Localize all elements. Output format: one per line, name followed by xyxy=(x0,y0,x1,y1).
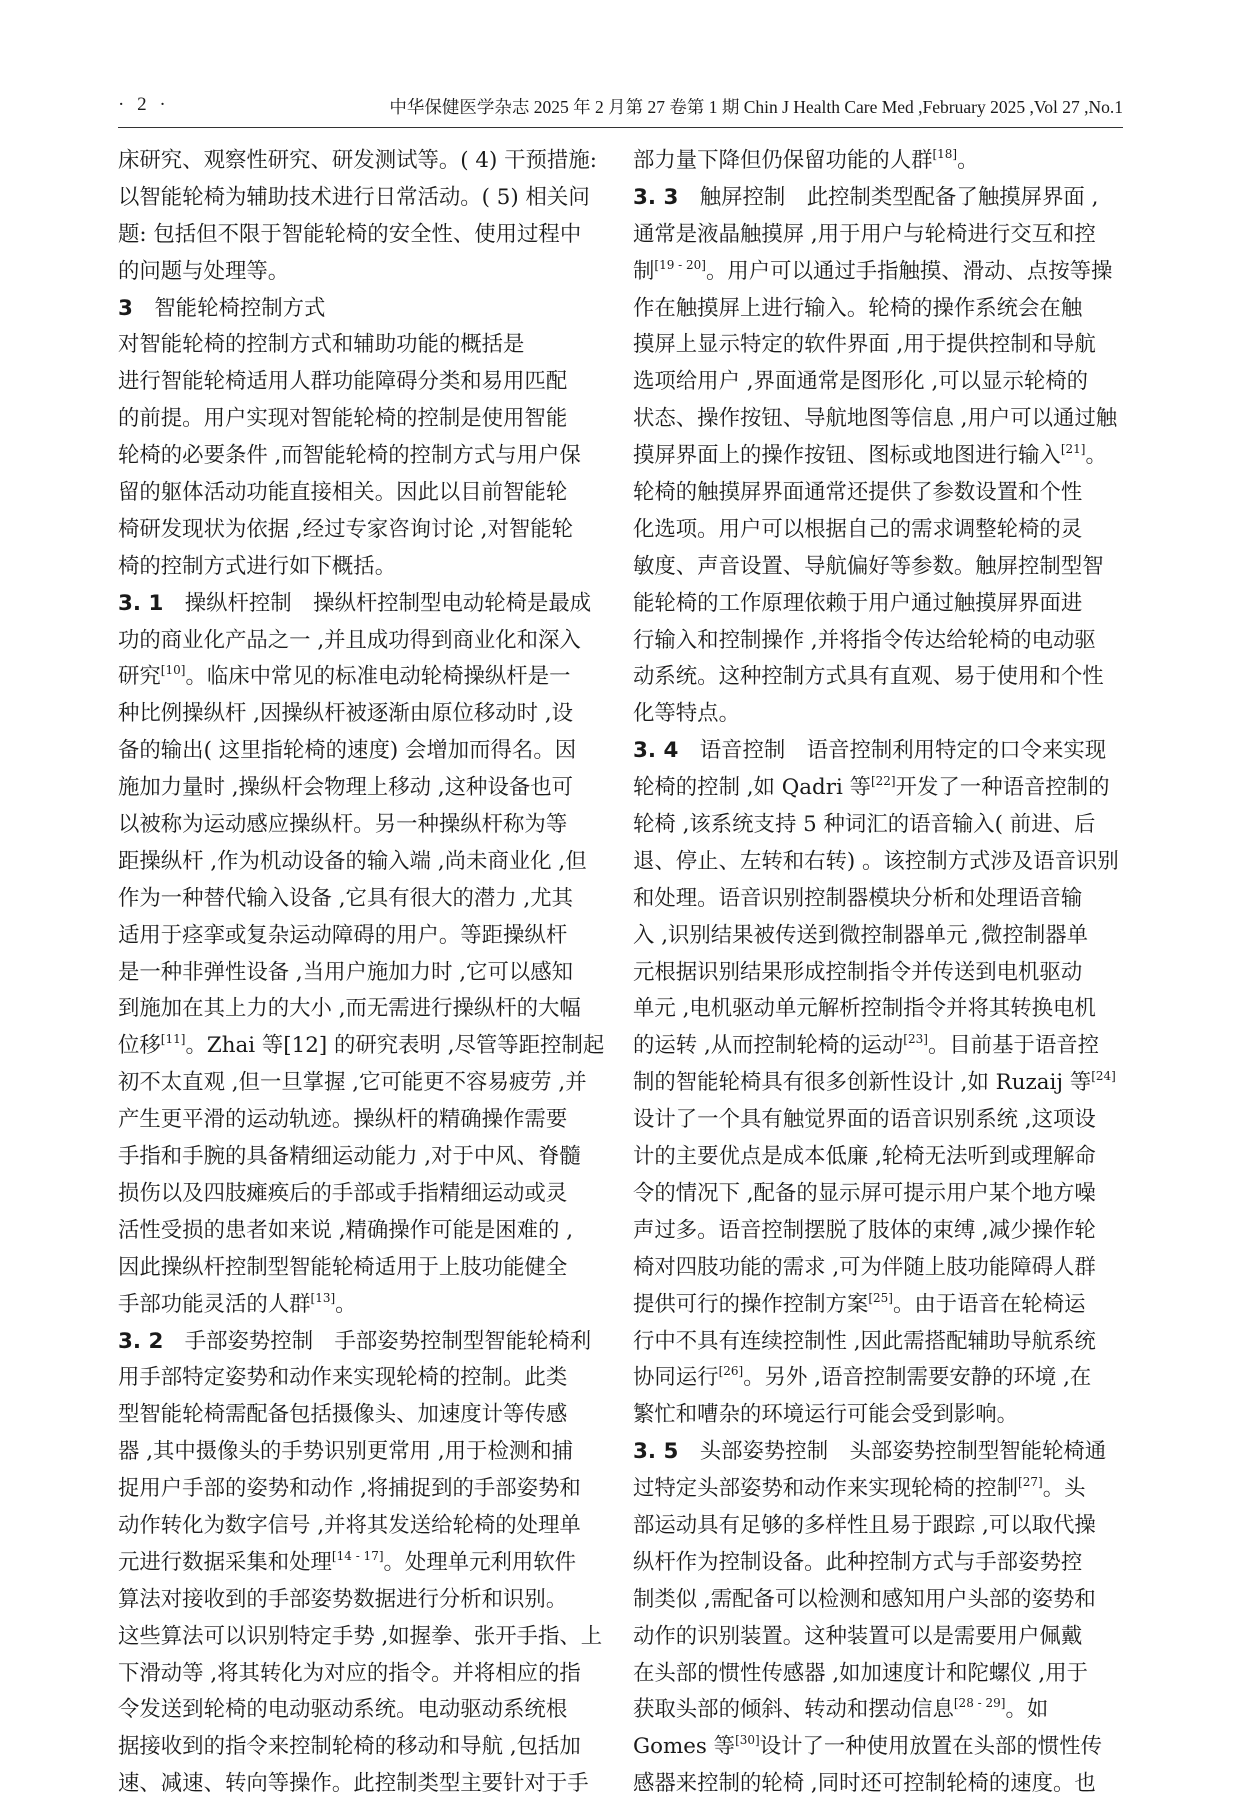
text-line xyxy=(633,1656,1121,1693)
section-heading-line xyxy=(633,1434,1121,1471)
line-text: 令的情况下 ,配备的显示屏可提示用户某个地方噪 xyxy=(633,1180,1096,1206)
right-column xyxy=(633,143,1121,1803)
section-title: 触屏控制 xyxy=(699,184,786,210)
text-line xyxy=(633,475,1121,512)
line-text: 声过多。语音控制摆脱了肢体的束缚 ,减少操作轮 xyxy=(633,1217,1096,1243)
text-line xyxy=(118,1176,606,1213)
line-text: 椅研发现状为依据 ,经过专家咨询讨论 ,对智能轮 xyxy=(118,516,574,542)
text-line xyxy=(633,1324,1121,1361)
text-line xyxy=(633,549,1121,586)
line-text: 以被称为运动感应操纵杆。另一种操纵杆称为等 xyxy=(118,812,568,838)
text-line xyxy=(633,1287,1121,1324)
citation-ref: [13] xyxy=(310,1290,336,1305)
line-text: 的前提。用户实现对智能轮椅的控制是使用智能 xyxy=(118,406,568,432)
text-line xyxy=(118,770,606,807)
line-text: 用手部特定姿势和动作来实现轮椅的控制。此类 xyxy=(118,1365,568,1391)
text-line xyxy=(118,1692,606,1729)
line-text: 部力量下降但仍保留功能的人群 xyxy=(633,148,933,173)
section-heading-line xyxy=(118,586,606,623)
line-text: 损伤以及四肢瘫痪后的手部或手指精细运动或灵 xyxy=(118,1180,568,1206)
text-line xyxy=(633,1471,1121,1508)
line-text: 算法对接收到的手部姿势数据进行分析和识别。 xyxy=(118,1586,568,1612)
line-text: 在头部的惯性传感器 ,如加速度计和陀螺仪 ,用于 xyxy=(633,1660,1089,1686)
line-text: 椅的控制方式进行如下概括。 xyxy=(118,553,397,579)
line-text: 研究 xyxy=(118,664,161,690)
line-text-continued: 。 xyxy=(957,148,979,173)
line-text: 作在触摸屏上进行输入。轮椅的操作系统会在触 xyxy=(633,295,1083,321)
text-line xyxy=(118,844,606,881)
citation-ref: [11] xyxy=(160,1032,186,1047)
line-text: 元根据识别结果形成控制指令并传送到电机驱动 xyxy=(633,959,1083,985)
section-number: 3. 4 xyxy=(633,738,679,764)
section-heading-line xyxy=(118,1324,606,1361)
line-text: 器 ,其中摄像头的手势识别更常用 ,用于检测和捕 xyxy=(118,1439,574,1465)
section-number: 3. 3 xyxy=(633,184,679,210)
text-line xyxy=(118,659,606,696)
line-text: 此控制类型配备了触摸屏界面 , xyxy=(806,184,1099,210)
text-line xyxy=(118,1028,606,1065)
section-title: 语音控制 xyxy=(699,738,786,764)
line-text: 距操纵杆 ,作为机动设备的输入端 ,尚未商业化 ,但 xyxy=(118,848,587,874)
text-line xyxy=(118,807,606,844)
text-line xyxy=(633,696,1121,733)
citation-ref: [22] xyxy=(870,774,896,789)
line-text-continued: 。处理单元利用软件 xyxy=(383,1549,577,1575)
line-text: 动作的识别装置。这种装置可以是需要用户佩戴 xyxy=(633,1623,1083,1649)
line-text: 元进行数据采集和处理 xyxy=(118,1549,332,1575)
line-text: 轮椅的控制 ,如 Qadri 等 xyxy=(633,775,871,801)
line-text: 是一种非弹性设备 ,当用户施加力时 ,它可以感知 xyxy=(118,959,574,985)
line-text-continued: 。Zhai 等[12] 的研究表明 ,尽管等距控制起 xyxy=(185,1033,605,1059)
text-line xyxy=(118,438,606,475)
text-line xyxy=(633,807,1121,844)
text-line xyxy=(633,1360,1121,1397)
line-text: 设计了一个具有触觉界面的语音识别系统 ,这项设 xyxy=(633,1107,1096,1133)
line-text: 摸屏界面上的操作按钮、图标或地图进行输入 xyxy=(633,443,1061,469)
journal-running-head: 中华保健医学杂志 2025 年 2 月第 27 卷第 1 期 Chin J Health Care Med ,February 2025 ,Vol 27 ,No.1 xyxy=(389,97,1123,117)
line-text: 备的输出( 这里指轮椅的速度) 会增加而得名。因 xyxy=(118,738,577,764)
section-title: 头部姿势控制 xyxy=(699,1439,829,1465)
line-text: 的问题与处理等。 xyxy=(118,258,290,284)
line-text: 进行智能轮椅适用人群功能障碍分类和易用匹配 xyxy=(118,369,568,395)
text-line xyxy=(118,1545,606,1582)
text-line xyxy=(633,586,1121,623)
line-text: 单元 ,电机驱动单元解析控制指令并将其转换电机 xyxy=(633,996,1096,1022)
text-line xyxy=(118,512,606,549)
line-text: 化等特点。 xyxy=(633,701,740,727)
line-text: 功的商业化产品之一 ,并且成功得到商业化和深入 xyxy=(118,627,581,653)
text-line xyxy=(118,881,606,918)
text-line xyxy=(633,1729,1121,1766)
line-text: 纵杆作为控制设备。此种控制方式与手部姿势控 xyxy=(633,1549,1083,1575)
line-text: 活性受损的患者如来说 ,精确操作可能是困难的 , xyxy=(118,1217,574,1243)
line-text: Gomes 等 xyxy=(633,1734,736,1760)
line-text: 种比例操纵杆 ,因操纵杆被逐渐由原位移动时 ,设 xyxy=(118,701,574,727)
line-text: 制 xyxy=(633,258,655,284)
text-line xyxy=(118,1508,606,1545)
running-header xyxy=(118,94,1123,124)
line-text: 动系统。这种控制方式具有直观、易于使用和个性 xyxy=(633,664,1104,690)
section-number: 3 xyxy=(118,295,133,321)
text-line xyxy=(118,733,606,770)
line-text-continued: 。临床中常见的标准电动轮椅操纵杆是一 xyxy=(185,664,571,690)
line-text: 施加力量时 ,操纵杆会物理上移动 ,这种设备也可 xyxy=(118,775,574,801)
line-text: 轮椅的必要条件 ,而智能轮椅的控制方式与用户保 xyxy=(118,443,581,469)
citation-ref: [19 - 20] xyxy=(654,257,706,272)
line-text-continued: 开发了一种语音控制的 xyxy=(895,775,1110,801)
line-text: 以智能轮椅为辅助技术进行日常活动。( 5) 相关问 xyxy=(118,184,590,210)
citation-ref: [30] xyxy=(735,1733,760,1748)
text-line xyxy=(118,1729,606,1766)
text-line xyxy=(118,327,606,364)
text-line xyxy=(118,1139,606,1176)
text-line xyxy=(633,1692,1121,1729)
text-line xyxy=(118,991,606,1028)
line-text: 操纵杆控制型电动轮椅是最成 xyxy=(313,590,592,616)
line-text: 选项给用户 ,界面通常是图形化 ,可以显示轮椅的 xyxy=(633,369,1089,395)
line-text: 繁忙和嘈杂的环境运行可能会受到影响。 xyxy=(633,1402,1019,1428)
line-text: 据接收到的指令来控制轮椅的移动和导航 ,包括加 xyxy=(118,1734,581,1760)
text-line xyxy=(633,1397,1121,1434)
line-text: 椅对四肢功能的需求 ,可为伴随上肢功能障碍人群 xyxy=(633,1254,1096,1280)
line-text-continued: 。 xyxy=(335,1291,357,1317)
line-text: 状态、操作按钮、导航地图等信息 ,用户可以通过触 xyxy=(633,406,1118,432)
line-text: 手部姿势控制型智能轮椅利 xyxy=(334,1328,592,1354)
text-line xyxy=(633,1213,1121,1250)
text-line xyxy=(118,1766,606,1803)
section-title: 手部姿势控制 xyxy=(184,1328,314,1354)
text-line xyxy=(633,1508,1121,1545)
text-line xyxy=(633,955,1121,992)
line-text: 摸屏上显示特定的软件界面 ,用于提供控制和导航 xyxy=(633,332,1096,358)
line-text: 行输入和控制操作 ,并将指令传达给轮椅的电动驱 xyxy=(633,627,1096,653)
text-line xyxy=(118,1434,606,1471)
text-line xyxy=(633,623,1121,660)
line-text: 敏度、声音设置、导航偏好等参数。触屏控制型智 xyxy=(633,553,1104,579)
line-text: 通常是液晶触摸屏 ,用于用户与轮椅进行交互和控 xyxy=(633,221,1096,247)
text-line xyxy=(118,364,606,401)
line-text-continued: 。目前基于语音控 xyxy=(927,1033,1100,1059)
text-line xyxy=(118,623,606,660)
text-line xyxy=(633,1065,1121,1102)
line-text-continued: 。另外 ,语音控制需要安静的环境 ,在 xyxy=(743,1365,1092,1391)
line-text: 过特定头部姿势和动作来实现轮椅的控制 xyxy=(633,1476,1019,1502)
section-heading-line xyxy=(633,180,1121,217)
text-line xyxy=(118,1065,606,1102)
header-rule xyxy=(118,127,1123,128)
text-line xyxy=(633,1102,1121,1139)
citation-ref: [23] xyxy=(903,1032,928,1047)
text-line xyxy=(633,254,1121,291)
text-line xyxy=(118,1102,606,1139)
text-line xyxy=(118,143,606,180)
citation-ref: [18] xyxy=(932,147,958,161)
line-text-continued: 。如 xyxy=(1005,1697,1049,1723)
text-line xyxy=(633,1619,1121,1656)
text-line xyxy=(118,401,606,438)
text-line xyxy=(633,291,1121,328)
text-line xyxy=(118,1619,606,1656)
citation-ref: [21] xyxy=(1060,442,1086,457)
line-text: 部运动具有足够的多样性且易于跟踪 ,可以取代操 xyxy=(633,1512,1096,1538)
line-text: 令发送到轮椅的电动驱动系统。电动驱动系统根 xyxy=(118,1697,568,1723)
line-text: 因此操纵杆控制型智能轮椅适用于上肢功能健全 xyxy=(118,1254,568,1280)
line-text: 行中不具有连续控制性 ,因此需搭配辅助导航系统 xyxy=(633,1328,1096,1354)
citation-ref: [27] xyxy=(1018,1475,1043,1490)
citation-ref: [26] xyxy=(718,1364,744,1379)
line-text: 留的躯体活动功能直接相关。因此以目前智能轮 xyxy=(118,480,568,506)
line-text: 位移 xyxy=(118,1033,161,1059)
line-text: 提供可行的操作控制方案 xyxy=(633,1291,869,1317)
line-text: 手指和手腕的具备精细运动能力 ,对于中风、脊髓 xyxy=(118,1144,581,1170)
text-line xyxy=(118,549,606,586)
text-line xyxy=(633,512,1121,549)
text-line xyxy=(633,991,1121,1028)
citation-ref: [25] xyxy=(868,1290,893,1305)
text-line xyxy=(633,327,1121,364)
text-line xyxy=(633,1176,1121,1213)
line-text: 入 ,识别结果被传送到微控制器单元 ,微控制器单 xyxy=(633,922,1089,948)
text-line xyxy=(118,696,606,733)
line-text: 动作转化为数字信号 ,并将其发送给轮椅的处理单 xyxy=(118,1512,581,1538)
line-text: 适用于痉挛或复杂运动障碍的用户。等距操纵杆 xyxy=(118,922,568,948)
text-line xyxy=(633,438,1121,475)
page-number: · 2 · xyxy=(118,94,170,115)
line-text-continued: 。头 xyxy=(1042,1476,1086,1502)
text-line xyxy=(633,217,1121,254)
text-line xyxy=(118,1397,606,1434)
section-heading-line xyxy=(118,291,606,328)
text-line xyxy=(633,1766,1121,1803)
text-line xyxy=(633,1582,1121,1619)
text-line xyxy=(118,1250,606,1287)
line-text: 制类似 ,需配备可以检测和感知用户头部的姿势和 xyxy=(633,1586,1096,1612)
left-column xyxy=(118,143,606,1803)
line-text: 能轮椅的工作原理依赖于用户通过触摸屏界面进 xyxy=(633,590,1083,616)
text-line xyxy=(633,770,1121,807)
line-text: 手部功能灵活的人群 xyxy=(118,1291,311,1317)
line-text: 化选项。用户可以根据自己的需求调整轮椅的灵 xyxy=(633,516,1083,542)
line-text: 速、减速、转向等操作。此控制类型主要针对于手 xyxy=(118,1771,589,1797)
text-line xyxy=(118,1287,606,1324)
citation-ref: [14 - 17] xyxy=(331,1548,384,1563)
text-line xyxy=(118,1213,606,1250)
citation-ref: [28 - 29] xyxy=(953,1696,1006,1711)
text-line xyxy=(118,1360,606,1397)
line-text-continued: 设计了一种使用放置在头部的惯性传 xyxy=(759,1734,1102,1760)
text-line xyxy=(118,1471,606,1508)
text-line xyxy=(118,217,606,254)
citation-ref: [10] xyxy=(160,663,186,678)
line-text: 初不太直观 ,但一旦掌握 ,它可能更不容易疲劳 ,并 xyxy=(118,1070,587,1096)
line-text: 型智能轮椅需配备包括摄像头、加速度计等传感 xyxy=(118,1402,568,1428)
line-text: 轮椅 ,该系统支持 5 种词汇的语音输入( 前进、后 xyxy=(633,812,1096,838)
text-line xyxy=(633,1139,1121,1176)
line-text: 和处理。语音识别控制器模块分析和处理语音输 xyxy=(633,885,1083,911)
text-line xyxy=(118,1656,606,1693)
text-line xyxy=(633,844,1121,881)
text-line xyxy=(118,180,606,217)
line-text: 的运转 ,从而控制轮椅的运动 xyxy=(633,1033,904,1059)
line-text: 感器来控制的轮椅 ,同时还可控制轮椅的速度。也 xyxy=(633,1771,1096,1797)
text-line xyxy=(633,364,1121,401)
line-text-continued: 。 xyxy=(1085,443,1107,469)
text-line xyxy=(633,143,1121,180)
line-text: 制的智能轮椅具有很多创新性设计 ,如 Ruzaij 等 xyxy=(633,1070,1092,1096)
line-text: 作为一种替代输入设备 ,它具有很大的潜力 ,尤其 xyxy=(118,885,574,911)
text-line xyxy=(633,918,1121,955)
line-text: 题: 包括但不限于智能轮椅的安全性、使用过程中 xyxy=(118,221,582,247)
line-text: 对智能轮椅的控制方式和辅助功能的概括是 xyxy=(118,332,525,358)
line-text: 这些算法可以识别特定手势 ,如握拳、张开手指、上 xyxy=(118,1623,603,1649)
text-line xyxy=(633,881,1121,918)
section-title: 操纵杆控制 xyxy=(184,590,292,616)
section-number: 3. 5 xyxy=(633,1439,679,1465)
line-text: 退、停止、左转和右转) 。该控制方式涉及语音识别 xyxy=(633,848,1119,874)
line-text-continued: 。由于语音在轮椅运 xyxy=(892,1291,1086,1317)
line-text: 协同运行 xyxy=(633,1365,719,1391)
line-text: 床研究、观察性研究、研发测试等。( 4) 干预措施: xyxy=(118,148,597,173)
text-line xyxy=(633,401,1121,438)
citation-ref: [24] xyxy=(1091,1069,1116,1084)
line-text: 产生更平滑的运动轨迹。操纵杆的精确操作需要 xyxy=(118,1107,568,1133)
line-text: 获取头部的倾斜、转动和摆动信息 xyxy=(633,1697,954,1723)
text-line xyxy=(118,254,606,291)
text-line xyxy=(118,475,606,512)
section-number: 3. 1 xyxy=(118,590,164,616)
line-text: 到施加在其上力的大小 ,而无需进行操纵杆的大幅 xyxy=(118,996,581,1022)
text-line xyxy=(118,955,606,992)
line-text: 捉用户手部的姿势和动作 ,将捕捉到的手部姿势和 xyxy=(118,1476,581,1502)
line-text: 计的主要优点是成本低廉 ,轮椅无法听到或理解命 xyxy=(633,1144,1096,1170)
section-title: 智能轮椅控制方式 xyxy=(154,295,326,321)
line-text: 头部姿势控制型智能轮椅通 xyxy=(849,1439,1107,1465)
text-line xyxy=(633,1545,1121,1582)
line-text-continued: 。用户可以通过手指触摸、滑动、点按等操 xyxy=(706,258,1113,284)
text-line xyxy=(118,1582,606,1619)
text-line xyxy=(118,918,606,955)
line-text: 语音控制利用特定的口令来实现 xyxy=(806,738,1107,764)
section-number: 3. 2 xyxy=(118,1328,164,1354)
section-heading-line xyxy=(633,733,1121,770)
line-text: 下滑动等 ,将其转化为对应的指令。并将相应的指 xyxy=(118,1660,581,1686)
line-text: 轮椅的触摸屏界面通常还提供了参数设置和个性 xyxy=(633,480,1083,506)
text-line xyxy=(633,1028,1121,1065)
text-line xyxy=(633,1250,1121,1287)
text-line xyxy=(633,659,1121,696)
